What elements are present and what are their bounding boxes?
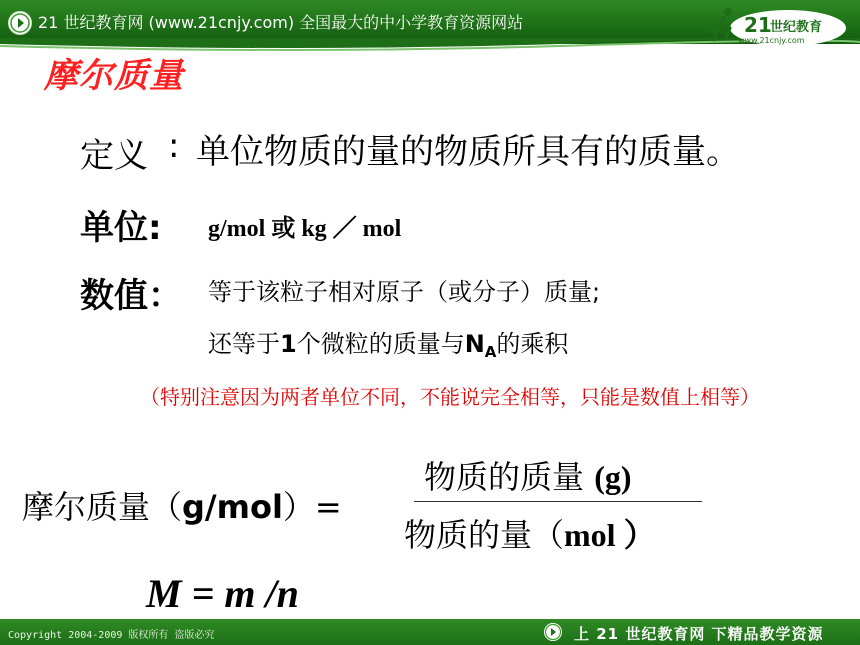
- numeric-line-2-one: 1: [280, 330, 297, 358]
- denominator-unit: mol ）: [564, 517, 656, 553]
- avogadro-symbol: N: [464, 330, 485, 358]
- unit-value: [208, 208, 401, 243]
- footer-right-text[interactable]: 上 21 世纪教育网 下精品教学资源: [574, 625, 824, 643]
- equation-label-unit: g/mol: [182, 488, 283, 526]
- footer-copyright: Copyright 2004-2009 版权所有 盗版必究: [8, 630, 215, 641]
- numerator-text: 物质的质量: [424, 458, 595, 496]
- numeric-line-2: [208, 324, 568, 361]
- fraction-numerator: [424, 452, 632, 498]
- play-icon[interactable]: [8, 11, 32, 35]
- numeric-label: 数值：: [80, 276, 182, 316]
- numeric-line-2-suffix: 的乘积: [496, 330, 569, 358]
- definition-text: 单位物质的量的物质所具有的质量。: [196, 132, 740, 172]
- formula: M = m /n: [146, 571, 299, 616]
- numerator-unit: (g): [594, 459, 632, 495]
- svg-text:21: 21: [744, 13, 772, 37]
- numeric-line-2-mid: 个微粒的质量与: [296, 330, 465, 358]
- equation-label: [22, 482, 342, 528]
- definition-colon: :: [168, 126, 180, 166]
- equation-label-post: ）=: [282, 488, 342, 526]
- unit-label: 单位:: [80, 208, 162, 248]
- equation-label-pre: 摩尔质量（: [22, 488, 183, 526]
- header-banner-text: 21 世纪教育网 (www.21cnjy.com) 全国最大的中小学教育资源网站: [38, 13, 524, 32]
- slide-title: 摩尔质量: [44, 56, 184, 96]
- numeric-line-2-prefix: 还等于: [208, 330, 280, 358]
- definition-label: 定义: [80, 136, 148, 176]
- unit-value-a: g/mol: [208, 216, 272, 242]
- footer-play-icon[interactable]: [544, 623, 562, 641]
- unit-value-or: 或: [271, 214, 296, 242]
- unit-value-b: kg ／ mol: [295, 216, 402, 242]
- denominator-text: 物质的量（: [404, 516, 565, 554]
- fraction-denominator: [404, 510, 656, 556]
- numeric-line-1: 等于该粒子相对原子（或分子）质量;: [208, 278, 601, 306]
- fraction-line: [414, 501, 702, 502]
- avogadro-subscript: A: [484, 343, 497, 361]
- svg-text:世纪教育: 世纪教育: [770, 20, 823, 35]
- logo-url-text: www.21cnjy.com: [738, 36, 805, 45]
- note-text: （特别注意因为两者单位不同，不能说完全相等，只能是数值上相等）: [140, 385, 760, 409]
